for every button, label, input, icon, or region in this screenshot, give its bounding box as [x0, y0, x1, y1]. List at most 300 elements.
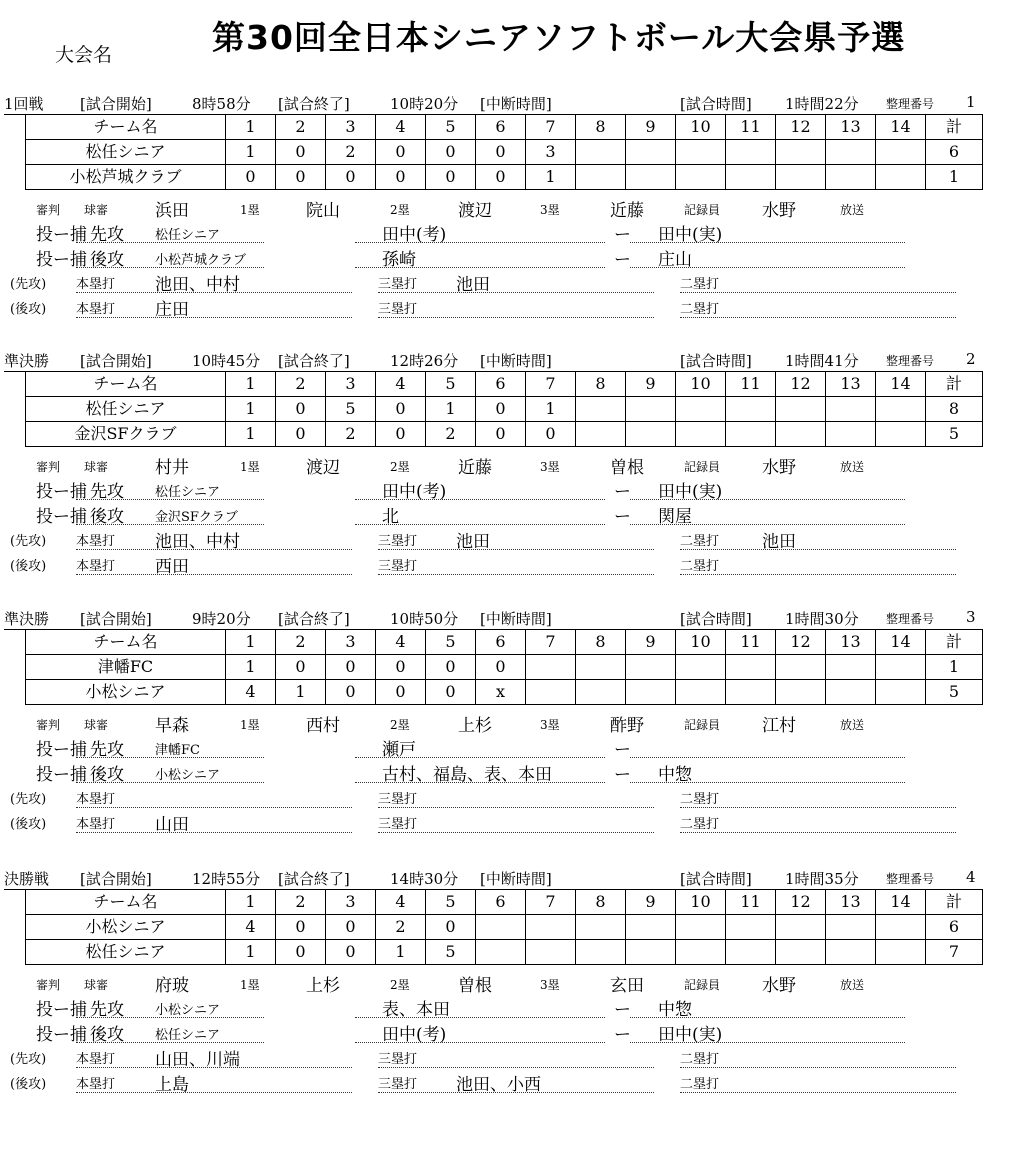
underline — [630, 524, 905, 525]
side-label: (先攻) — [10, 534, 47, 549]
inning-header: 10 — [676, 115, 726, 140]
inning-header: 8 — [576, 372, 626, 397]
inning-score — [826, 940, 876, 965]
hits-line — [0, 1070, 1024, 1094]
hits-line — [0, 270, 1024, 294]
battery-team: 松任シニア — [155, 228, 221, 243]
umpire-label: 審判 — [36, 978, 61, 992]
inning-header: 8 — [576, 630, 626, 655]
scoreboard — [25, 629, 983, 705]
inning-score — [576, 140, 626, 165]
inning-score — [776, 140, 826, 165]
inning-score — [526, 915, 576, 940]
inning-score — [626, 915, 676, 940]
triple-label: 三塁打 — [378, 1052, 418, 1067]
inning-header: 12 — [776, 890, 826, 915]
battery-label: 投ー捕 — [36, 507, 87, 527]
inning-score — [676, 422, 726, 447]
duration-time: 1時間30分 — [785, 610, 859, 628]
game-block — [0, 347, 1024, 599]
inning-header: 11 — [726, 115, 776, 140]
inning-score — [826, 140, 876, 165]
third-base-label: 3塁 — [540, 203, 560, 217]
inning-score: 0 — [376, 655, 426, 680]
game-block — [0, 90, 1024, 342]
broadcast-label: 放送 — [840, 978, 865, 992]
inning-header: 2 — [276, 890, 326, 915]
scoreboard — [25, 114, 983, 190]
scoreboard — [25, 889, 983, 965]
inning-score — [826, 680, 876, 705]
duration-label: [試合時間] — [680, 95, 752, 113]
inning-score: 0 — [376, 680, 426, 705]
inning-header: 4 — [376, 890, 426, 915]
first-base-label: 1塁 — [240, 978, 260, 992]
hits-line — [0, 552, 1024, 576]
inning-score — [476, 915, 526, 940]
inning-header: 12 — [776, 372, 826, 397]
total-header: 計 — [926, 372, 983, 397]
team-name: 金沢SFクラブ — [26, 422, 226, 447]
underline — [378, 1092, 654, 1093]
double-label: 二塁打 — [680, 559, 720, 574]
inning-header: 8 — [576, 890, 626, 915]
underline — [378, 807, 654, 808]
pause-label: [中断時間] — [480, 95, 552, 113]
end-time: 12時26分 — [390, 352, 459, 370]
recorder-label: 記録員 — [684, 978, 721, 992]
battery-line — [0, 477, 1024, 501]
double-label: 二塁打 — [680, 277, 720, 292]
triple-label: 三塁打 — [378, 277, 418, 292]
recorder-name: 水野 — [762, 458, 796, 478]
game-block — [0, 865, 1024, 1117]
double-label: 二塁打 — [680, 534, 720, 549]
inning-header: 6 — [476, 372, 526, 397]
battery-team: 小松芦城クラブ — [155, 253, 247, 268]
third-base-umpire: 酢野 — [610, 716, 644, 736]
inning-score: 3 — [526, 140, 576, 165]
inning-score: 0 — [226, 165, 276, 190]
team-name: 小松芦城クラブ — [26, 165, 226, 190]
double-label: 二塁打 — [680, 817, 720, 832]
inning-header: 3 — [326, 115, 376, 140]
battery-label: 投ー捕 — [36, 250, 87, 270]
underline — [378, 549, 654, 550]
homerun-label: 本塁打 — [76, 1077, 116, 1092]
underline — [378, 574, 654, 575]
underline — [378, 832, 654, 833]
game-info — [0, 605, 1024, 629]
recorder-label: 記録員 — [684, 718, 721, 732]
attack-label: 後攻 — [90, 1025, 124, 1045]
plate-umpire: 早森 — [155, 716, 189, 736]
seq-label: 整理番号 — [886, 872, 935, 886]
inning-score — [576, 655, 626, 680]
total-header: 計 — [926, 630, 983, 655]
dash: ー — [614, 1000, 631, 1020]
inning-score: 0 — [476, 422, 526, 447]
homerun-label: 本塁打 — [76, 817, 116, 832]
inning-score: 0 — [426, 140, 476, 165]
inning-score: 0 — [326, 940, 376, 965]
inning-score — [826, 397, 876, 422]
inning-score: 2 — [326, 422, 376, 447]
underline — [680, 832, 956, 833]
start-time: 12時55分 — [192, 870, 261, 888]
triple-label: 三塁打 — [378, 817, 418, 832]
attack-label: 先攻 — [90, 740, 124, 760]
broadcast-label: 放送 — [840, 718, 865, 732]
inning-score: 0 — [276, 140, 326, 165]
side-label: (後攻) — [10, 559, 47, 574]
seq-label: 整理番号 — [886, 97, 935, 111]
underline — [680, 807, 956, 808]
inning-score: 0 — [326, 655, 376, 680]
total-score: 5 — [926, 422, 983, 447]
inning-header: 5 — [426, 372, 476, 397]
inning-header: 14 — [876, 890, 926, 915]
triple-names: 池田 — [456, 532, 490, 552]
inning-score — [626, 940, 676, 965]
underline — [378, 1067, 654, 1068]
inning-score — [576, 397, 626, 422]
inning-score: 0 — [276, 940, 326, 965]
catcher-name: 田中(実) — [658, 482, 723, 502]
side-label: (後攻) — [10, 302, 47, 317]
inning-score — [676, 140, 726, 165]
team-name-header: チーム名 — [26, 890, 226, 915]
team-name: 小松シニア — [26, 680, 226, 705]
pitcher-names: 北 — [382, 507, 399, 527]
game-info — [0, 865, 1024, 889]
underline — [76, 832, 352, 833]
inning-header: 13 — [826, 630, 876, 655]
inning-score: 1 — [426, 397, 476, 422]
inning-score — [576, 680, 626, 705]
round-label: 1回戦 — [4, 95, 44, 113]
team-row — [26, 397, 983, 422]
inning-header: 7 — [526, 630, 576, 655]
end-label: [試合終了] — [278, 610, 350, 628]
inning-score: 0 — [276, 915, 326, 940]
recorder-name: 水野 — [762, 976, 796, 996]
inning-header: 3 — [326, 630, 376, 655]
round-label: 準決勝 — [4, 352, 50, 370]
second-base-label: 2塁 — [390, 203, 410, 217]
underline — [76, 1092, 352, 1093]
third-base-label: 3塁 — [540, 718, 560, 732]
battery-label: 投ー捕 — [36, 765, 87, 785]
side-label: (後攻) — [10, 1077, 47, 1092]
underline — [355, 242, 605, 243]
underline — [630, 757, 905, 758]
underline — [355, 524, 605, 525]
inning-header: 14 — [876, 372, 926, 397]
inning-score — [776, 397, 826, 422]
inning-score: 5 — [326, 397, 376, 422]
inning-header: 1 — [226, 115, 276, 140]
inning-score — [776, 655, 826, 680]
plate-umpire: 浜田 — [155, 201, 189, 221]
plate-label: 球審 — [84, 718, 109, 732]
attack-label: 後攻 — [90, 765, 124, 785]
end-time: 10時20分 — [390, 95, 459, 113]
battery-line — [0, 502, 1024, 526]
inning-score — [826, 422, 876, 447]
team-row — [26, 165, 983, 190]
game-info — [0, 347, 1024, 371]
total-header: 計 — [926, 890, 983, 915]
inning-score — [526, 680, 576, 705]
dash: ー — [614, 507, 631, 527]
hits-line — [0, 527, 1024, 551]
start-label: [試合開始] — [80, 95, 152, 113]
dash: ー — [614, 740, 631, 760]
triple-label: 三塁打 — [378, 534, 418, 549]
inning-score — [876, 422, 926, 447]
plate-label: 球審 — [84, 978, 109, 992]
first-base-umpire: 西村 — [306, 716, 340, 736]
first-base-label: 1塁 — [240, 203, 260, 217]
umpire-line — [0, 451, 1024, 478]
total-score: 6 — [926, 140, 983, 165]
seq-number: 2 — [966, 350, 976, 368]
first-base-umpire: 渡辺 — [306, 458, 340, 478]
seq-label: 整理番号 — [886, 612, 935, 626]
third-base-umpire: 曽根 — [610, 458, 644, 478]
underline — [76, 807, 352, 808]
inning-score — [626, 680, 676, 705]
team-name: 津幡FC — [26, 655, 226, 680]
homerun-names: 西田 — [155, 557, 189, 577]
total-header: 計 — [926, 115, 983, 140]
second-base-umpire: 上杉 — [458, 716, 492, 736]
broadcast-label: 放送 — [840, 203, 865, 217]
game-block — [0, 605, 1024, 857]
inning-score: 0 — [426, 165, 476, 190]
hits-line — [0, 810, 1024, 834]
inning-header: 9 — [626, 115, 676, 140]
battery-line — [0, 735, 1024, 759]
inning-score — [676, 680, 726, 705]
inning-header: 5 — [426, 115, 476, 140]
dash: ー — [614, 225, 631, 245]
battery-line — [0, 245, 1024, 269]
underline — [355, 782, 605, 783]
game-info — [0, 90, 1024, 114]
inning-header: 11 — [726, 890, 776, 915]
team-name-header: チーム名 — [26, 372, 226, 397]
underline — [630, 1017, 905, 1018]
inning-score: x — [476, 680, 526, 705]
recorder-name: 水野 — [762, 201, 796, 221]
homerun-names: 池田、中村 — [155, 275, 240, 295]
start-label: [試合開始] — [80, 870, 152, 888]
homerun-names: 池田、中村 — [155, 532, 240, 552]
underline — [355, 757, 605, 758]
inning-score — [676, 165, 726, 190]
attack-label: 先攻 — [90, 225, 124, 245]
inning-score — [676, 940, 726, 965]
triple-label: 三塁打 — [378, 1077, 418, 1092]
triple-label: 三塁打 — [378, 792, 418, 807]
inning-score: 0 — [526, 422, 576, 447]
inning-header: 14 — [876, 630, 926, 655]
battery-label: 投ー捕 — [36, 1025, 87, 1045]
inning-header: 2 — [276, 630, 326, 655]
third-base-umpire: 近藤 — [610, 201, 644, 221]
inning-header: 9 — [626, 372, 676, 397]
duration-label: [試合時間] — [680, 352, 752, 370]
second-base-label: 2塁 — [390, 978, 410, 992]
page-title: 第30回全日本シニアソフトボール大会県予選 — [212, 18, 906, 57]
inning-header: 6 — [476, 630, 526, 655]
inning-score: 4 — [226, 680, 276, 705]
third-base-label: 3塁 — [540, 460, 560, 474]
inning-score — [776, 165, 826, 190]
umpire-label: 審判 — [36, 203, 61, 217]
recorder-label: 記録員 — [684, 203, 721, 217]
first-base-label: 1塁 — [240, 460, 260, 474]
pitcher-names: 田中(考) — [382, 1025, 447, 1045]
inning-score — [826, 655, 876, 680]
pause-label: [中断時間] — [480, 610, 552, 628]
underline — [355, 1017, 605, 1018]
underline — [378, 317, 654, 318]
attack-label: 先攻 — [90, 482, 124, 502]
first-base-umpire: 院山 — [306, 201, 340, 221]
inning-header: 9 — [626, 630, 676, 655]
table-header-row — [26, 630, 983, 655]
dash: ー — [614, 765, 631, 785]
triple-label: 三塁打 — [378, 559, 418, 574]
inning-score: 1 — [226, 397, 276, 422]
team-row — [26, 422, 983, 447]
inning-header: 2 — [276, 372, 326, 397]
inning-score: 0 — [476, 397, 526, 422]
hits-line — [0, 1045, 1024, 1069]
seq-label: 整理番号 — [886, 354, 935, 368]
attack-label: 先攻 — [90, 1000, 124, 1020]
underline — [680, 574, 956, 575]
inning-score — [876, 680, 926, 705]
double-label: 二塁打 — [680, 792, 720, 807]
hits-line — [0, 785, 1024, 809]
total-score: 7 — [926, 940, 983, 965]
seq-number: 4 — [966, 868, 976, 886]
seq-number: 1 — [966, 93, 976, 111]
inning-score: 5 — [426, 940, 476, 965]
inning-score: 0 — [326, 165, 376, 190]
team-row — [26, 140, 983, 165]
inning-header: 11 — [726, 630, 776, 655]
underline — [76, 524, 264, 525]
inning-score: 0 — [276, 397, 326, 422]
team-row — [26, 915, 983, 940]
end-time: 14時30分 — [390, 870, 459, 888]
homerun-names: 上島 — [155, 1075, 189, 1095]
homerun-names: 山田 — [155, 815, 189, 835]
inning-score — [676, 655, 726, 680]
table-header-row — [26, 115, 983, 140]
underline — [76, 317, 352, 318]
inning-score — [676, 397, 726, 422]
second-base-umpire: 近藤 — [458, 458, 492, 478]
start-time: 10時45分 — [192, 352, 261, 370]
underline — [76, 574, 352, 575]
inning-score — [876, 655, 926, 680]
inning-score — [776, 940, 826, 965]
team-name: 松任シニア — [26, 397, 226, 422]
second-base-label: 2塁 — [390, 460, 410, 474]
battery-team: 金沢SFクラブ — [155, 510, 238, 525]
battery-line — [0, 995, 1024, 1019]
total-score: 1 — [926, 165, 983, 190]
inning-score: 1 — [226, 140, 276, 165]
broadcast-label: 放送 — [840, 460, 865, 474]
inning-score: 4 — [226, 915, 276, 940]
catcher-name: 田中(実) — [658, 1025, 723, 1045]
side-label: (先攻) — [10, 792, 47, 807]
inning-header: 11 — [726, 372, 776, 397]
inning-header: 8 — [576, 115, 626, 140]
underline — [355, 1042, 605, 1043]
inning-score — [826, 165, 876, 190]
inning-score — [776, 915, 826, 940]
inning-score: 1 — [526, 397, 576, 422]
table-header-row — [26, 890, 983, 915]
inning-score: 0 — [376, 397, 426, 422]
inning-header: 5 — [426, 630, 476, 655]
end-label: [試合終了] — [278, 95, 350, 113]
inning-score — [626, 397, 676, 422]
inning-score — [726, 422, 776, 447]
underline — [630, 499, 905, 500]
underline — [76, 267, 264, 268]
pitcher-names: 田中(考) — [382, 482, 447, 502]
double-label: 二塁打 — [680, 302, 720, 317]
inning-score: 0 — [426, 915, 476, 940]
inning-score: 1 — [376, 940, 426, 965]
inning-score — [576, 422, 626, 447]
inning-score: 0 — [276, 165, 326, 190]
team-row — [26, 680, 983, 705]
catcher-name: 関屋 — [658, 507, 692, 527]
dash: ー — [614, 250, 631, 270]
inning-score: 1 — [526, 165, 576, 190]
underline — [630, 782, 905, 783]
plate-umpire: 府玻 — [155, 976, 189, 996]
inning-score — [876, 940, 926, 965]
battery-team: 小松シニア — [155, 768, 221, 783]
inning-header: 4 — [376, 372, 426, 397]
second-base-umpire: 渡辺 — [458, 201, 492, 221]
end-label: [試合終了] — [278, 352, 350, 370]
inning-header: 1 — [226, 630, 276, 655]
dash: ー — [614, 1025, 631, 1045]
battery-team: 松任シニア — [155, 485, 221, 500]
inning-score: 0 — [276, 655, 326, 680]
homerun-label: 本塁打 — [76, 534, 116, 549]
seq-number: 3 — [966, 608, 976, 626]
inning-score — [526, 940, 576, 965]
inning-header: 7 — [526, 372, 576, 397]
double-label: 二塁打 — [680, 1077, 720, 1092]
recorder-label: 記録員 — [684, 460, 721, 474]
underline — [76, 1067, 352, 1068]
inning-score — [576, 940, 626, 965]
